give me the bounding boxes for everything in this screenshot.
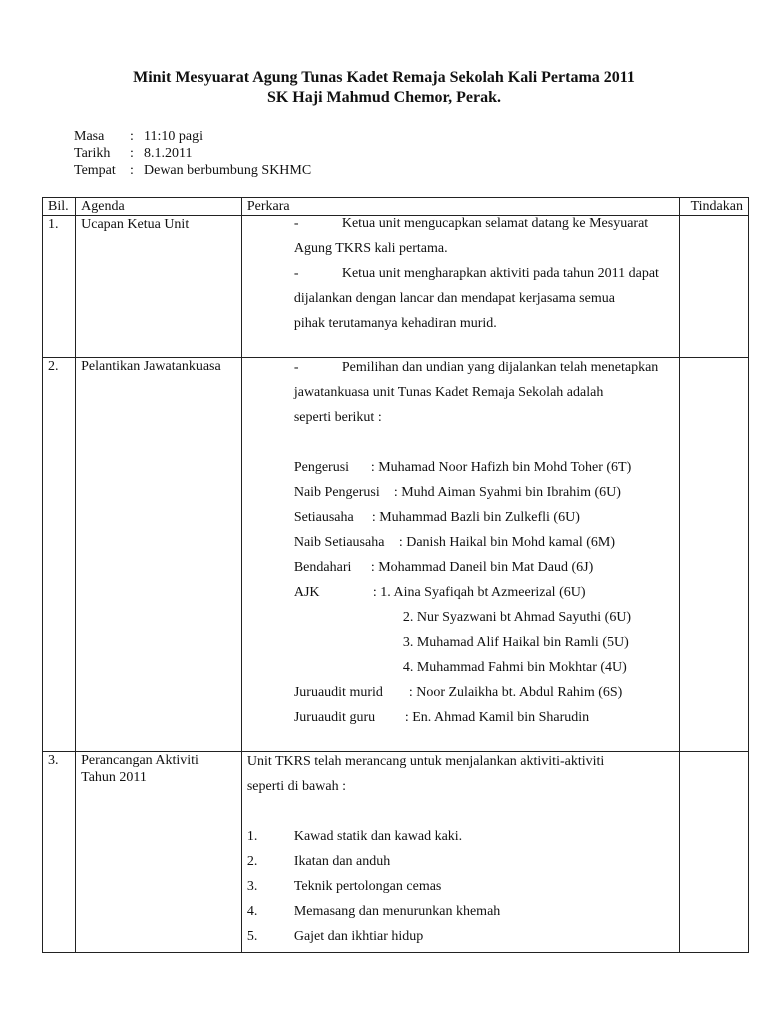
role-name: Juruaudit guru: [293, 710, 376, 725]
perkara-line: dijalankan dengan lancar dan mendapat kerjasama semua: [293, 291, 615, 306]
meta-row-tempat: [74, 162, 311, 179]
role-holder: : Noor Zulaikha bt. Abdul Rahim (6S): [408, 685, 623, 700]
role-holder: : Mohammad Daneil bin Mat Daud (6J): [370, 560, 594, 575]
title-line-2: SK Haji Mahmud Chemor, Perak.: [266, 89, 502, 106]
role-name: Pengerusi: [293, 460, 350, 475]
role-name: Juruaudit murid: [293, 685, 383, 700]
perkara-line: seperti di bawah :: [246, 779, 346, 794]
committee-role: [247, 683, 674, 708]
agenda-line: Tahun 2011: [81, 770, 147, 785]
agenda-cell: Ucapan Ketua Unit: [76, 216, 242, 358]
list-item: [247, 927, 674, 952]
perkara-text: Ketua unit mengucapkan selamat datang ke Mesyuarat: [341, 216, 649, 231]
meta-label: Tarikh: [74, 146, 111, 161]
table-row: [43, 358, 749, 752]
header-bil: Bil.: [43, 198, 76, 216]
perkara-line: [247, 264, 674, 289]
meta-value: 8.1.2011: [144, 146, 193, 161]
table-row: [43, 752, 749, 953]
committee-role: [247, 558, 674, 583]
role-holder: : Muhamad Noor Hafizh bin Mohd Toher (6T): [370, 460, 632, 475]
tindakan-cell: [679, 752, 748, 953]
document-title: [0, 68, 768, 108]
committee-role: [247, 608, 674, 633]
role-holder: 4. Muhammad Fahmi bin Mokhtar (4U): [402, 660, 627, 675]
list-number: 5.: [246, 929, 258, 944]
perkara-line: Unit TKRS telah merancang untuk menjalankan aktiviti-aktiviti: [246, 754, 605, 769]
committee-role: [247, 633, 674, 658]
meta-value: 11:10 pagi: [144, 129, 203, 144]
meta-colon: :: [130, 129, 134, 144]
committee-role: [247, 458, 674, 483]
blank-line: [247, 802, 674, 827]
minutes-table: [42, 197, 749, 953]
committee-role: [247, 583, 674, 608]
row-number: 2.: [43, 358, 76, 752]
list-item: [247, 877, 674, 902]
list-text: Ikatan dan anduh: [293, 854, 391, 869]
blank-line: [247, 433, 674, 458]
perkara-line: [247, 358, 674, 383]
dash-marker: -: [293, 266, 299, 281]
meta-label: Masa: [74, 129, 105, 144]
list-item: [247, 852, 674, 877]
list-text: Gajet dan ikhtiar hidup: [293, 929, 424, 944]
perkara-cell: [241, 216, 679, 358]
perkara-line: seperti berikut :: [293, 410, 382, 425]
list-text: Memasang dan menurunkan khemah: [293, 904, 501, 919]
meta-value: Dewan berbumbung SKHMC: [144, 163, 312, 178]
perkara-line: [247, 214, 674, 239]
list-item: [247, 827, 674, 852]
role-name: Naib Setiausaha: [293, 535, 385, 550]
role-name: AJK: [293, 585, 320, 600]
role-holder: 2. Nur Syazwani bt Ahmad Sayuthi (6U): [402, 610, 632, 625]
perkara-line: jawatankuasa unit Tunas Kadet Remaja Sekolah adalah: [293, 385, 604, 400]
role-holder: : 1. Aina Syafiqah bt Azmeerizal (6U): [372, 585, 586, 600]
list-text: Teknik pertolongan cemas: [293, 879, 442, 894]
list-number: 1.: [246, 829, 258, 844]
title-line-1: Minit Mesyuarat Agung Tunas Kadet Remaja Sekolah Kali Pertama 2011: [133, 69, 635, 86]
perkara-line: pihak terutamanya kehadiran murid.: [293, 316, 497, 331]
perkara-text: Pemilihan dan undian yang dijalankan telah menetapkan: [341, 360, 659, 375]
dash-marker: -: [293, 360, 299, 375]
agenda-line: Perancangan Aktiviti: [81, 753, 199, 768]
table-header-row: [43, 198, 749, 216]
role-name: Naib Pengerusi: [293, 485, 380, 500]
meta-label: Tempat: [74, 163, 116, 178]
role-name: Bendahari: [293, 560, 352, 575]
meta-row-tarikh: [74, 145, 311, 162]
tindakan-cell: [679, 358, 748, 752]
list-number: 2.: [246, 854, 258, 869]
committee-role: [247, 658, 674, 683]
list-text: Kawad statik dan kawad kaki.: [293, 829, 463, 844]
list-number: 4.: [246, 904, 258, 919]
role-name: Setiausaha: [293, 510, 354, 525]
role-holder: : En. Ahmad Kamil bin Sharudin: [404, 710, 590, 725]
meeting-details: [74, 128, 311, 179]
table-row: [43, 216, 749, 358]
perkara-line: Agung TKRS kali pertama.: [293, 241, 448, 256]
header-perkara: Perkara: [241, 198, 679, 216]
role-holder: : Danish Haikal bin Mohd kamal (6M): [398, 535, 616, 550]
tindakan-cell: [679, 216, 748, 358]
agenda-cell: [76, 752, 242, 953]
committee-role: [247, 533, 674, 558]
perkara-text: Ketua unit mengharapkan aktiviti pada tahun 2011 dapat: [341, 266, 659, 281]
committee-role: [247, 508, 674, 533]
role-holder: : Muhd Aiman Syahmi bin Ibrahim (6U): [393, 485, 621, 500]
dash-marker: -: [293, 216, 299, 231]
row-number: 1.: [43, 216, 76, 358]
committee-role: [247, 483, 674, 508]
perkara-cell: [241, 358, 679, 752]
agenda-cell: Pelantikan Jawatankuasa: [76, 358, 242, 752]
meta-colon: :: [130, 146, 134, 161]
meta-colon: :: [130, 163, 134, 178]
role-holder: 3. Muhamad Alif Haikal bin Ramli (5U): [402, 635, 629, 650]
committee-role: [247, 708, 674, 733]
list-number: 3.: [246, 879, 258, 894]
row-number: 3.: [43, 752, 76, 953]
header-agenda: Agenda: [76, 198, 242, 216]
perkara-cell: [241, 752, 679, 953]
list-item: [247, 902, 674, 927]
meta-row-masa: [74, 128, 311, 145]
header-tindakan: Tindakan: [679, 198, 748, 216]
role-holder: : Muhammad Bazli bin Zulkefli (6U): [371, 510, 580, 525]
